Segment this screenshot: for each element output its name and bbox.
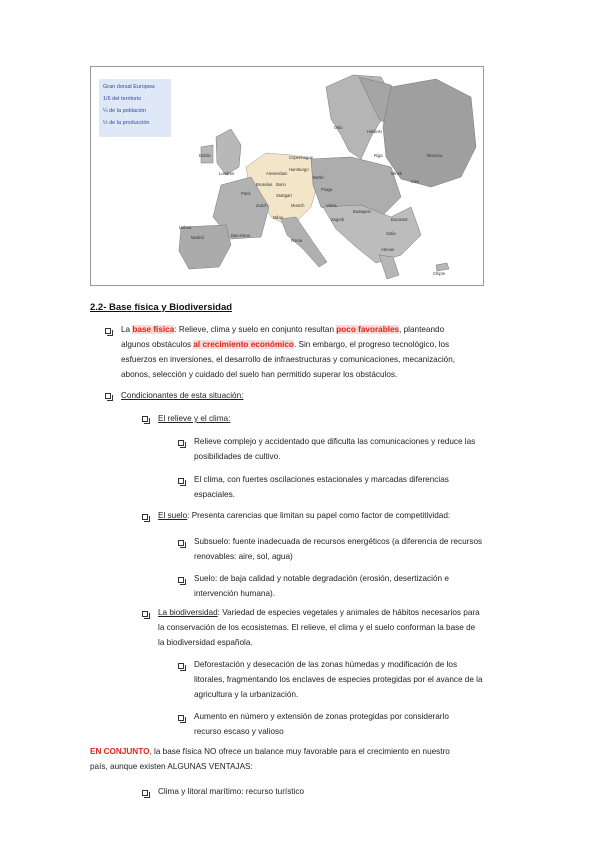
- text-run: : Relieve, clima y suelo en conjunto resultan: [174, 325, 337, 334]
- relieve-clima-heading: El relieve y el clima:: [158, 414, 231, 423]
- map-legend: [99, 79, 171, 137]
- text-run: Suelo: de baja calidad y notable degradación (erosión, desertización e: [194, 574, 449, 583]
- legend-line: Gran dorsal Europea:: [103, 84, 156, 90]
- text-run: intervención humana).: [194, 589, 276, 598]
- biodiversidad-paragraph: [158, 605, 528, 650]
- city-label: Copenhague: [289, 155, 313, 160]
- checkbox-bullet-icon: [142, 611, 148, 617]
- text-run: : Presenta carencias que limitan su papel como factor de competitividad:: [187, 511, 451, 520]
- biodiversidad-label: La biodiversidad: [158, 608, 218, 617]
- text-run: El clima, con fuertes oscilaciones estacionales y marcadas diferencias: [194, 475, 449, 484]
- city-label: Bonn: [276, 182, 286, 187]
- list-item-relieve: [194, 434, 524, 464]
- city-label: Atenas: [381, 247, 395, 252]
- checkbox-bullet-icon: [178, 440, 184, 446]
- checkbox-bullet-icon: [105, 328, 111, 334]
- city-label: Berlin: [313, 175, 324, 180]
- list-item-subsuelo: [194, 534, 524, 564]
- city-label: Roma: [291, 238, 303, 243]
- city-label: Barcelona: [231, 233, 250, 238]
- city-label: Oslo: [334, 125, 343, 130]
- city-label: Munich: [291, 203, 305, 208]
- checkbox-bullet-icon: [105, 393, 111, 399]
- text-run: algunos obstáculos: [121, 340, 194, 349]
- city-label: Minsk: [391, 171, 402, 176]
- highlight-poco-favorables: poco favorables: [336, 325, 400, 334]
- city-label: Milan: [273, 215, 284, 220]
- city-label: Bruselas: [256, 182, 273, 187]
- city-label: Sofia: [386, 231, 396, 236]
- checkbox-bullet-icon: [142, 416, 148, 422]
- text-run: renovables: aire, sol, agua): [194, 552, 293, 561]
- checkbox-bullet-icon: [142, 790, 148, 796]
- text-run: La: [121, 325, 133, 334]
- suelo-paragraph: [158, 508, 528, 523]
- text-run: la biodiversidad española.: [158, 638, 253, 647]
- text-run: país, aunque existen ALGUNAS VENTAJAS:: [90, 762, 253, 771]
- city-label: Helsinki: [367, 129, 382, 134]
- checkbox-bullet-icon: [178, 478, 184, 484]
- text-run: Relieve complejo y accidentado que dificulta las comunicaciones y reduce las: [194, 437, 476, 446]
- city-label: Lisboa: [179, 225, 192, 230]
- city-label: Paris: [241, 191, 251, 196]
- text-run: posibilidades de cultivo.: [194, 452, 281, 461]
- suelo-label: El suelo: [158, 511, 188, 520]
- text-run: Aumento en número y extensión de zonas protegidas por considerarlo: [194, 712, 449, 721]
- city-label: Madrid: [191, 235, 204, 240]
- conjunto-highlight: EN CONJUNTO: [90, 747, 150, 756]
- text-run: esfuerzos en inversiones, el desarrollo de infraestructuras y comunicaciones, mecanización,: [121, 355, 456, 364]
- paragraph-base-fisica: [121, 322, 521, 382]
- city-label: Moscow: [427, 153, 443, 158]
- city-label: Budapest: [353, 209, 371, 214]
- legend-line: ¼ de la población: [103, 108, 147, 114]
- city-label: Viena: [326, 203, 337, 208]
- city-label: Kiev: [411, 179, 420, 184]
- list-item-zonas-protegidas: [194, 709, 524, 739]
- text-run: , la base física NO ofrece un balance muy favorable para el crecimiento en nuestro: [149, 747, 450, 756]
- checkbox-bullet-icon: [142, 514, 148, 520]
- europe-map-figure: [90, 66, 484, 286]
- list-item-suelo: [194, 571, 524, 601]
- city-label: Zurich: [256, 203, 268, 208]
- city-label: Zagreb: [331, 217, 345, 222]
- city-label: Londres: [219, 171, 235, 176]
- city-label: Chipre: [433, 271, 446, 276]
- city-label: Dublin: [199, 153, 211, 158]
- city-label: Riga: [374, 153, 383, 158]
- highlight-base-fisica: base física: [132, 325, 175, 334]
- text-run: espaciales.: [194, 490, 235, 499]
- text-run: la conservación de los ecosistemas. El relieve, el clima y el suelo conforman la base de: [158, 623, 476, 632]
- list-item-deforestacion: [194, 657, 524, 702]
- city-label: Amsterdam: [266, 171, 288, 176]
- checkbox-bullet-icon: [178, 715, 184, 721]
- text-run: . Sin embargo, el progreso tecnológico, los: [293, 340, 450, 349]
- condicionantes-heading: Condicionantes de esta situación:: [121, 391, 244, 400]
- text-run: agricultura y la urbanización.: [194, 690, 299, 699]
- text-run: abonos, selección y cuidado del suelo han permitido superar los obstáculos.: [121, 370, 398, 379]
- city-label: Bucarest: [391, 217, 408, 222]
- section-heading: 2.2- Base física y Biodiversidad: [90, 302, 233, 313]
- list-item-ventaja-clima: Clima y litoral marítimo: recurso turístico: [158, 787, 305, 796]
- conjunto-paragraph: [90, 744, 520, 774]
- list-item-clima: [194, 472, 524, 502]
- city-label: Stuttgart: [276, 193, 292, 198]
- checkbox-bullet-icon: [178, 540, 184, 546]
- text-run: Deforestación y desecación de las zonas húmedas y modificación de los: [194, 660, 458, 669]
- city-label: Hamburgo: [289, 167, 309, 172]
- checkbox-bullet-icon: [178, 577, 184, 583]
- legend-line: 1/6 del territorio: [103, 96, 142, 102]
- legend-line: ½ de la producción: [103, 120, 150, 126]
- text-run: : Variedad de especies vegetales y animales de hábitos necesarios para: [217, 608, 480, 617]
- city-label: Praga: [321, 187, 333, 192]
- text-run: recurso escaso y valioso: [194, 727, 284, 736]
- highlight-crecimiento: al crecimiento económico: [193, 340, 294, 349]
- text-run: , planteando: [399, 325, 445, 334]
- checkbox-bullet-icon: [178, 663, 184, 669]
- text-run: litorales, fragmentando los enclaves de especies protegidas por el avance de la: [194, 675, 483, 684]
- text-run: Subsuelo: fuente inadecuada de recursos energéticos (a diferencia de recursos: [194, 537, 483, 546]
